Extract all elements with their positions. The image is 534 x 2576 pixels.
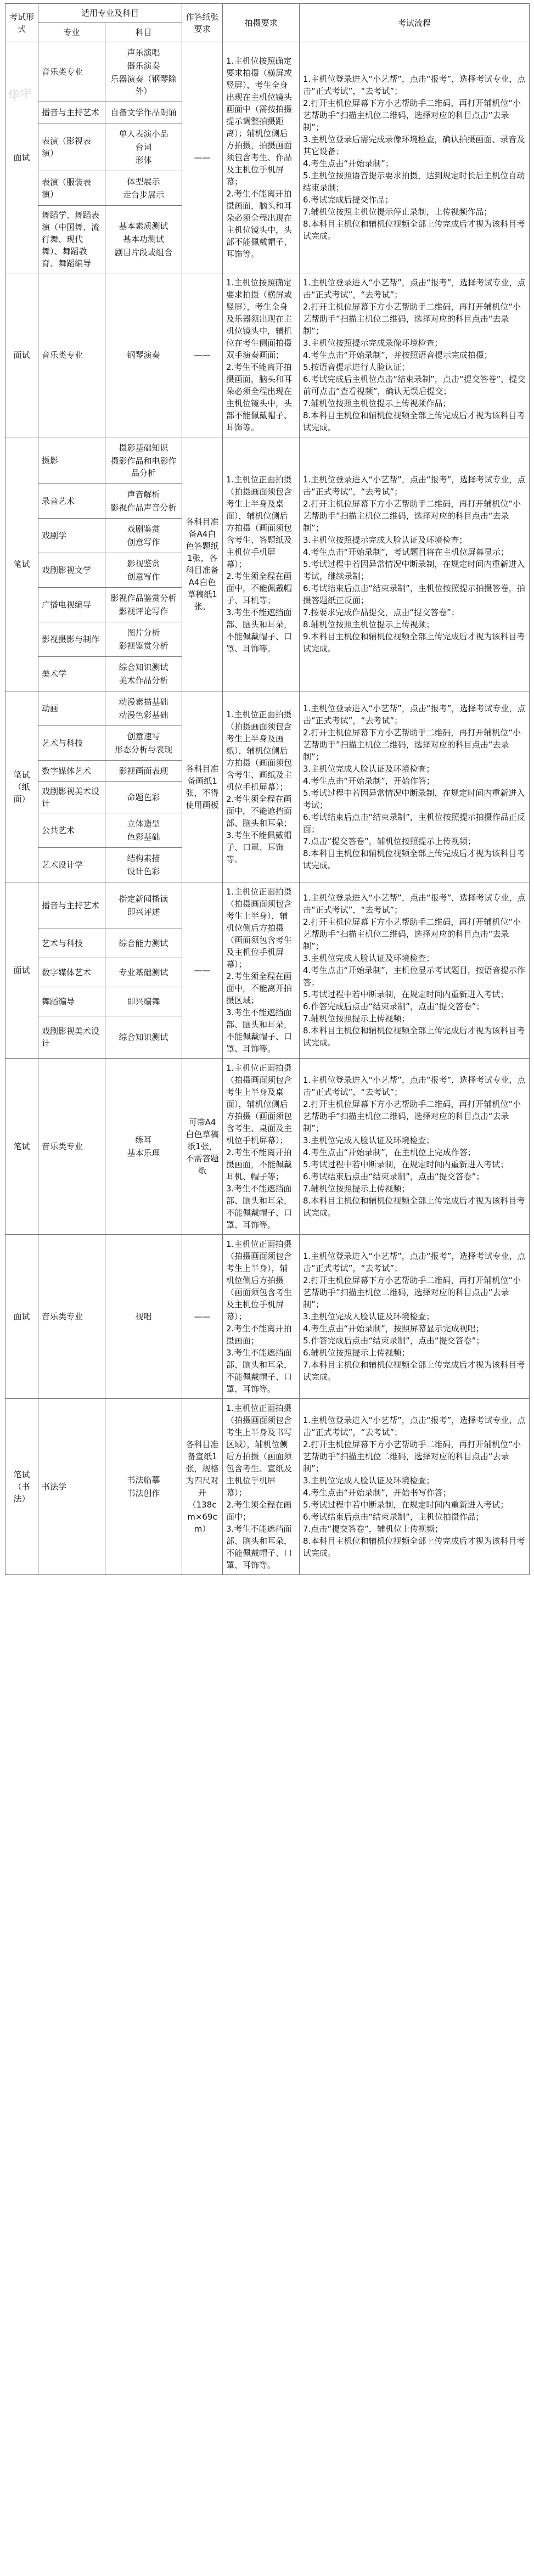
subject-item: 影视作品声音分析 bbox=[110, 503, 177, 513]
subject-cell bbox=[105, 206, 182, 273]
paper-requirement-cell: —— bbox=[182, 1235, 223, 1399]
subject-item: 视唱 bbox=[135, 1312, 152, 1321]
exam-requirements-table bbox=[5, 3, 530, 1575]
header-major: 专业 bbox=[38, 23, 105, 42]
subject-item: 戏剧鉴赏 bbox=[127, 524, 160, 534]
subject-cell bbox=[105, 42, 182, 102]
subject-item: 声乐演唱 bbox=[127, 48, 160, 58]
subject-item: 摄影作品和电影作品分析 bbox=[110, 456, 177, 478]
paper-requirement-cell: 各科目准备画纸1张，不得使用画板 bbox=[182, 691, 223, 882]
subject-cell bbox=[105, 1399, 182, 1575]
subject-item: 创意写作 bbox=[127, 572, 160, 582]
subject-cell bbox=[105, 273, 182, 437]
subject-item: 即兴编舞 bbox=[127, 996, 160, 1006]
subject-item: 创意速写 bbox=[127, 732, 160, 741]
shooting-requirement-cell: 1.主机位正面拍摄（拍摄画面须包含考生上半身及画纸），辅机位侧后方拍摄（画面须包含考生、画纸及主机位手机屏幕）； 2.考生须全程在画面中，不能遮挡面部、脑头和耳朵； 3.考生不能佩戴帽子、口罩、耳饰等。 bbox=[223, 691, 300, 882]
subject-cell bbox=[105, 1235, 182, 1399]
subject-item: 创意写作 bbox=[127, 537, 160, 547]
major-cell: 音乐类专业 bbox=[38, 273, 105, 437]
exam-form-cell: 面试 bbox=[5, 882, 38, 1059]
subject-cell bbox=[105, 958, 182, 987]
exam-process-cell: 1.主机位登录进入“小艺帮”，点击“报考”，选择考试专业，点击“正式考试”，“去考试”； 2.打开主机位屏幕下方小艺帮助手二维码，再打开辅机位“小艺帮助手”扫描主机位二维码，选择对应的科目点击“去录制”； 3.主机位完成人脸认证及环境检查； 4.考生点击“开始录制”，按照屏幕显示完成视唱； 5.作答完成后点击“结束录制”，点击“提交答卷”； 6.辅机位按照提示上传视频； 7.本科目主机位和辅机位视频全部上传完成后才视为该科目考试完成。 bbox=[300, 1235, 530, 1399]
subject-cell bbox=[105, 929, 182, 958]
subject-item: 指定新闻播读 bbox=[119, 894, 168, 904]
major-cell: 音乐类专业 bbox=[38, 1059, 105, 1235]
table-row bbox=[5, 691, 530, 726]
subject-item: 声音解析 bbox=[127, 490, 160, 499]
subject-item: 剧目片段或组合 bbox=[115, 248, 173, 257]
subject-cell bbox=[105, 1016, 182, 1058]
subject-item: 动漫素描基础 bbox=[119, 697, 168, 707]
major-cell: 录音艺术 bbox=[38, 484, 105, 519]
subject-item: 练耳 bbox=[135, 1135, 152, 1145]
header-form: 考试形式 bbox=[5, 4, 38, 42]
subject-cell bbox=[105, 519, 182, 553]
subject-cell bbox=[105, 782, 182, 813]
exam-process-cell: 1.主机位登录进入“小艺帮”，点击“报考”，选择考试专业，点击“正式考试”，“去考试”； 2.打开主机位屏幕下方小艺帮助手二维码，再打开辅机位“小艺帮助手”扫描主机位二维码，选择对应的科目点击“去录制”； 3.主机位完成人脸认证及环境检查； 4.考生点击“开始录制”，主机位显示考试题目，按语音提示作答； 5.考试过程中若中断录制，在规定时间内重新进入考试； 6.作答完成后点击“结束录制”，点击“提交答卷”； 7.辅机位按照提示上传视频； 8.本科目主机位和辅机位视频全部上传完成后才视为该科目考试完成。 bbox=[300, 882, 530, 1059]
table-row bbox=[5, 1059, 530, 1235]
subject-item: 基本功测试 bbox=[123, 234, 165, 244]
subject-item: 台词 bbox=[135, 142, 152, 152]
subject-cell bbox=[105, 987, 182, 1016]
shooting-requirement-cell: 1.主机位按照确定要求拍摄（横屏或竖屏），考生全身出现在主机位镜头画面中（需按拍摄提示调整拍摄距离）；辅机位侧后方拍摄，拍摄画面须包含考生、作品及主机位手机屏幕； 2.考生不能离开拍摄画面，脑头和耳朵必须全程出现在主机位镜头中，头部不能佩戴帽子、耳饰等。 bbox=[223, 42, 300, 273]
subject-item: 结构素描 bbox=[127, 853, 160, 863]
major-cell: 表演（影视表演） bbox=[38, 123, 105, 171]
subject-cell bbox=[105, 657, 182, 691]
subject-item: 动漫色彩基础 bbox=[119, 710, 168, 720]
subject-item: 影视鉴赏分析 bbox=[119, 641, 168, 651]
major-cell: 舞蹈编导 bbox=[38, 987, 105, 1016]
major-cell: 广播电视编导 bbox=[38, 588, 105, 622]
major-cell: 播音与主持艺术 bbox=[38, 882, 105, 929]
exam-form-cell: 笔试（纸面） bbox=[5, 691, 38, 882]
subject-item: 基本乐理 bbox=[127, 1148, 160, 1158]
shooting-requirement-cell: 1.主机位按照确定要求拍摄（横屏或竖屏），考生全身及乐器须出现在主机位镜头中，辅机位在考生侧面拍摄双手演奏画面； 2.考生不能离开拍摄画面，脑头和耳朵必须全程出现在主机位镜头中，头部不能佩戴帽子、耳饰等。 bbox=[223, 273, 300, 437]
subject-cell bbox=[105, 761, 182, 782]
paper-requirement-cell: —— bbox=[182, 273, 223, 437]
document-page bbox=[0, 3, 534, 2576]
header-paper-req: 作答纸张要求 bbox=[182, 4, 223, 42]
header-scope: 适用专业及科目 bbox=[38, 4, 182, 23]
subject-item: 影视画面表现 bbox=[119, 766, 168, 776]
subject-item: 乐器演奏（钢琴除外） bbox=[110, 74, 177, 96]
major-cell: 数字媒体艺术 bbox=[38, 958, 105, 987]
major-cell: 公共艺术 bbox=[38, 813, 105, 848]
subject-item: 综合能力测试 bbox=[119, 938, 168, 949]
subject-item: 形态分析与表现 bbox=[115, 745, 173, 755]
subject-item: 基本素质测试 bbox=[119, 221, 168, 231]
shooting-requirement-cell: 1.主机位正面拍摄（拍摄画面须包含考生上半身），辅机位侧后方拍摄（画面须包含考生及主机位手机屏幕）； 2.考生须全程在画面中，不能离开拍摄区域； 3.考生不能遮挡面部、脑头和耳朵，不能佩戴帽子、口罩、耳饰等。 bbox=[223, 882, 300, 1059]
subject-item: 立体造型 bbox=[127, 819, 160, 829]
header-process: 考试流程 bbox=[300, 4, 530, 42]
shooting-requirement-cell: 1.主机位正面拍摄（拍摄画面须包含考生上半身及桌面），辅机位侧后方拍摄（画面须包含考生、桌面及主机位手机屏幕）； 2.考生不能离开拍摄画面，不能佩戴耳机、帽子等； 3.考生不能遮挡面部、脑头和耳朵，不能佩戴帽子、口罩、耳饰等。 bbox=[223, 1059, 300, 1235]
major-cell: 动画 bbox=[38, 691, 105, 726]
subject-item: 器乐演奏 bbox=[127, 61, 160, 71]
major-cell: 艺术与科技 bbox=[38, 929, 105, 958]
paper-requirement-cell: —— bbox=[182, 42, 223, 273]
subject-cell bbox=[105, 102, 182, 123]
major-cell: 戏剧影视文学 bbox=[38, 553, 105, 588]
subject-item: 图片分析 bbox=[127, 628, 160, 638]
paper-requirement-cell: 各科目准备宣纸1张，规格为四尺对开（138cm×69cm） bbox=[182, 1399, 223, 1575]
major-cell: 音乐类专业 bbox=[38, 1235, 105, 1399]
exam-form-cell: 笔试 bbox=[5, 437, 38, 691]
major-cell: 艺术设计学 bbox=[38, 848, 105, 882]
subject-item: 自备文学作品朗诵 bbox=[110, 108, 177, 117]
subject-item: 摄影基础知识 bbox=[119, 443, 168, 453]
subject-cell bbox=[105, 437, 182, 484]
table-row bbox=[5, 882, 530, 929]
exam-form-cell: 面试 bbox=[5, 42, 38, 273]
subject-item: 形体 bbox=[135, 155, 152, 165]
subject-item: 设计色彩 bbox=[127, 867, 160, 876]
table-row bbox=[5, 437, 530, 484]
watermark-logo: 华宇 bbox=[7, 86, 34, 104]
subject-cell bbox=[105, 1059, 182, 1235]
major-cell: 音乐类专业 bbox=[38, 42, 105, 102]
subject-cell bbox=[105, 691, 182, 726]
subject-item: 钢琴演奏 bbox=[127, 350, 160, 360]
major-cell: 数字媒体艺术 bbox=[38, 761, 105, 782]
subject-item: 影视鉴赏 bbox=[127, 559, 160, 569]
subject-item: 单人表演小品 bbox=[119, 129, 168, 139]
paper-requirement-cell: 可带A4白色草稿纸1张，不需答题纸 bbox=[182, 1059, 223, 1235]
subject-cell bbox=[105, 123, 182, 171]
header-subject: 科目 bbox=[105, 23, 182, 42]
subject-cell bbox=[105, 484, 182, 519]
exam-process-cell: 1.主机位登录进入“小艺帮”，点击“报考”，选择考试专业，点击“正式考试”，“去考试”； 2.打开主机位屏幕下方小艺帮助手二维码，再打开辅机位“小艺帮助手”扫描主机位二维码，选择对应的科目点击“去录制”； 3.主机位完成人脸认证及环境检查； 4.考生点击“开始录制”，在主机位上完成作答； 5.考试过程中若中断录制，在规定时间内重新进入考试； 6.考试结束后点击“结束录制”，点击“提交答卷”； 7.辅机位按照提示上传视频； 8.本科目主机位和辅机位视频全部上传完成后才视为该科目考试完成。 bbox=[300, 1059, 530, 1235]
table-row bbox=[5, 1235, 530, 1399]
exam-form-cell: 笔试（书法） bbox=[5, 1399, 38, 1575]
major-cell: 影视摄影与制作 bbox=[38, 622, 105, 657]
subject-cell bbox=[105, 622, 182, 657]
major-cell: 戏剧影视美术设计 bbox=[38, 1016, 105, 1058]
major-cell: 摄影 bbox=[38, 437, 105, 484]
subject-item: 即兴评述 bbox=[127, 907, 160, 918]
major-cell: 播音与主持艺术 bbox=[38, 102, 105, 123]
major-cell: 书法学 bbox=[38, 1399, 105, 1575]
paper-requirement-cell: 各科目准备A4白色答题纸1张，各科目准备A4白色草稿纸1张。 bbox=[182, 437, 223, 691]
subject-item: 综合知识测试 bbox=[119, 662, 168, 672]
subject-item: 书法创作 bbox=[127, 1488, 160, 1498]
subject-item: 书法临摹 bbox=[127, 1475, 160, 1485]
subject-item: 综合知识测试 bbox=[119, 1032, 168, 1042]
exam-form-cell: 面试 bbox=[5, 1235, 38, 1399]
major-cell: 舞蹈学、舞蹈表演（中国舞、流行舞、现代舞）、舞蹈教育、舞蹈编导 bbox=[38, 206, 105, 273]
major-cell: 美术学 bbox=[38, 657, 105, 691]
header-shoot-req: 拍摄要求 bbox=[223, 4, 300, 42]
subject-cell bbox=[105, 726, 182, 761]
shooting-requirement-cell: 1.主机位正面拍摄（拍摄画面须包含考生上半身及桌面），辅机位侧后方拍摄（画面须包含考生、答题纸及主机位手机屏幕）； 2.考生须全程在画面中，不能佩戴帽子、耳机等； 3.考生不能遮挡面部、脑头和耳朵，不能佩戴帽子、口罩、耳饰等。 bbox=[223, 437, 300, 691]
subject-item: 专业基础测试 bbox=[119, 968, 168, 978]
subject-cell bbox=[105, 171, 182, 206]
exam-process-cell: 1.主机位登录进入“小艺帮”，点击“报考”，选择考试专业，点击“正式考试”，“去考试”； 2.打开主机位屏幕下方小艺帮助手二维码，再打开辅机位“小艺帮助手”扫描主机位二维码，选择对应的科目点击“去录制”； 3.主机位按照提示完成录像环境检查； 4.考生点击“开始录制”，并按照语音提示完成拍摄； 5.按语音提示进行人脸认证； 6.考试完成后主机位点击“结束录制”，点击“提交答卷”，提交前可点击“查看视频”，确认无误后提交； 7.辅机位按照主机位提示上传视频作品； 8.本科目主机位和辅机位视频全部上传完成后才视为该科目考试完成。 bbox=[300, 273, 530, 437]
subject-cell bbox=[105, 553, 182, 588]
subject-item: 体型展示 bbox=[127, 177, 160, 187]
table-row bbox=[5, 42, 530, 102]
major-cell: 戏剧学 bbox=[38, 519, 105, 553]
subject-item: 色彩基础 bbox=[127, 832, 160, 842]
subject-item: 命题色彩 bbox=[127, 792, 160, 802]
subject-item: 走台步展示 bbox=[123, 190, 165, 200]
table-row bbox=[5, 273, 530, 437]
table-row bbox=[5, 1399, 530, 1575]
exam-process-cell: 1.主机位登录进入“小艺帮”，点击“报考”，选择考试专业，点击“正式考试”，“去考试”； 2.打开主机位屏幕下方小艺帮助手二维码，再打开辅机位“小艺帮助手”扫描主机位二维码，选择对应的科目点击“去录制”； 3.主机位按照提示完成人脸认证及环境检查； 4.考生点击“开始录制”，考试题目将在主机位屏幕显示； 5.考试过程中若因异常情况中断录制，在规定时间内重新进入考试，继续录制； 6.考试结束后点击“结束录制”，主机位按照提示拍摄答卷，拍摄答题纸正反面； 7.按要求完成作品提交，点击“提交答卷”； 8.辅机位按照主机位提示上传视频； 9.本科目主机位和辅机位视频全部上传完成后才视为该科目考试完成。 bbox=[300, 437, 530, 691]
exam-process-cell: 1.主机位登录进入“小艺帮”，点击“报考”，选择考试专业，点击“正式考试”，“去考试”； 2.打开主机位屏幕下方小艺帮助手二维码，再打开辅机位“小艺帮助手”扫描主机位二维码，选择对应的科目点击“去录制”； 3.主机位登录后需完成录像环境检查，确认拍摄画面、录音及其它设备； 4.考生点击“开始录制”； 5.主机位按照语音提示要求拍摄，达到规定时长后主机位自动结束录制； 6.考试完成后提交作品； 7.辅机位按照主机位提示停止录制，上传视频作品； 8.本科目主机位和辅机位视频全部上传完成后才视为该科目考试完成。 bbox=[300, 42, 530, 273]
exam-process-cell: 1.主机位登录进入“小艺帮”，点击“报考”，选择考试专业，点击“正式考试”，“去考试”； 2.打开主机位屏幕下方小艺帮助手二维码，再打开辅机位“小艺帮助手”扫描主机位二维码，选择对应的科目点击“去录制”； 3.主机位完成人脸认证及环境检查； 4.考生点击“开始录制”，开始书写作答； 5.考试过程中若中断录制，在规定时间内重新进入考试； 6.考试结束后点击“结束录制”，主机位拍摄作品； 7.点击“提交答卷”，辅机位上传视频； 8.本科目主机位和辅机位视频全部上传完成后才视为该科目考试完成。 bbox=[300, 1399, 530, 1575]
subject-cell bbox=[105, 813, 182, 848]
subject-cell bbox=[105, 588, 182, 622]
exam-form-cell: 面试 bbox=[5, 273, 38, 437]
subject-item: 影视作品鉴赏分析 bbox=[110, 593, 177, 603]
paper-requirement-cell: —— bbox=[182, 882, 223, 1059]
exam-form-cell: 笔试 bbox=[5, 1059, 38, 1235]
subject-item: 美术作品分析 bbox=[119, 676, 168, 685]
exam-process-cell: 1.主机位登录进入“小艺帮”，点击“报考”，选择考试专业，点击“正式考试”，“去考试”； 2.打开主机位屏幕下方小艺帮助手二维码，再打开辅机位“小艺帮助手”扫描主机位二维码，选择对应的科目点击“去录制”； 3.主机位完成人脸认证及环境检查； 4.考生点击“开始录制”，开始作答； 5.考试过程中若因异常情况中断录制，在规定时间内重新进入考试； 6.考试结束后点击“结束录制”，主机位按照提示拍摄作品正反面； 7.点击“提交答卷”，辅机位按照提示上传视频； 8.本科目主机位和辅机位视频全部上传完成后才视为该科目考试完成。 bbox=[300, 691, 530, 882]
major-cell: 戏剧影视美术设计 bbox=[38, 782, 105, 813]
shooting-requirement-cell: 1.主机位正面拍摄（拍摄画面须包含考生上半身），辅机位侧后方拍摄（画面须包含考生及主机位手机屏幕）； 2.考生不能离开拍摄画面； 3.考生不能遮挡面部、脑头和耳朵，不能佩戴帽子、口罩、耳饰等。 bbox=[223, 1235, 300, 1399]
major-cell: 艺术与科技 bbox=[38, 726, 105, 761]
subject-cell bbox=[105, 848, 182, 882]
subject-item: 影视评论写作 bbox=[119, 606, 168, 616]
major-cell: 表演（服装表演） bbox=[38, 171, 105, 206]
shooting-requirement-cell: 1.主机位正面拍摄（拍摄画面须包含考生上半身及书写区域），辅机位侧后方拍摄（画面须包含考生、宣纸及主机位手机屏幕）； 2.考生须全程在画面中； 3.考生不能遮挡面部、脑头和耳朵，不能佩戴帽子、口罩、耳饰等。 bbox=[223, 1399, 300, 1575]
table-body bbox=[5, 42, 530, 1575]
table-header bbox=[5, 4, 530, 42]
subject-cell bbox=[105, 882, 182, 929]
